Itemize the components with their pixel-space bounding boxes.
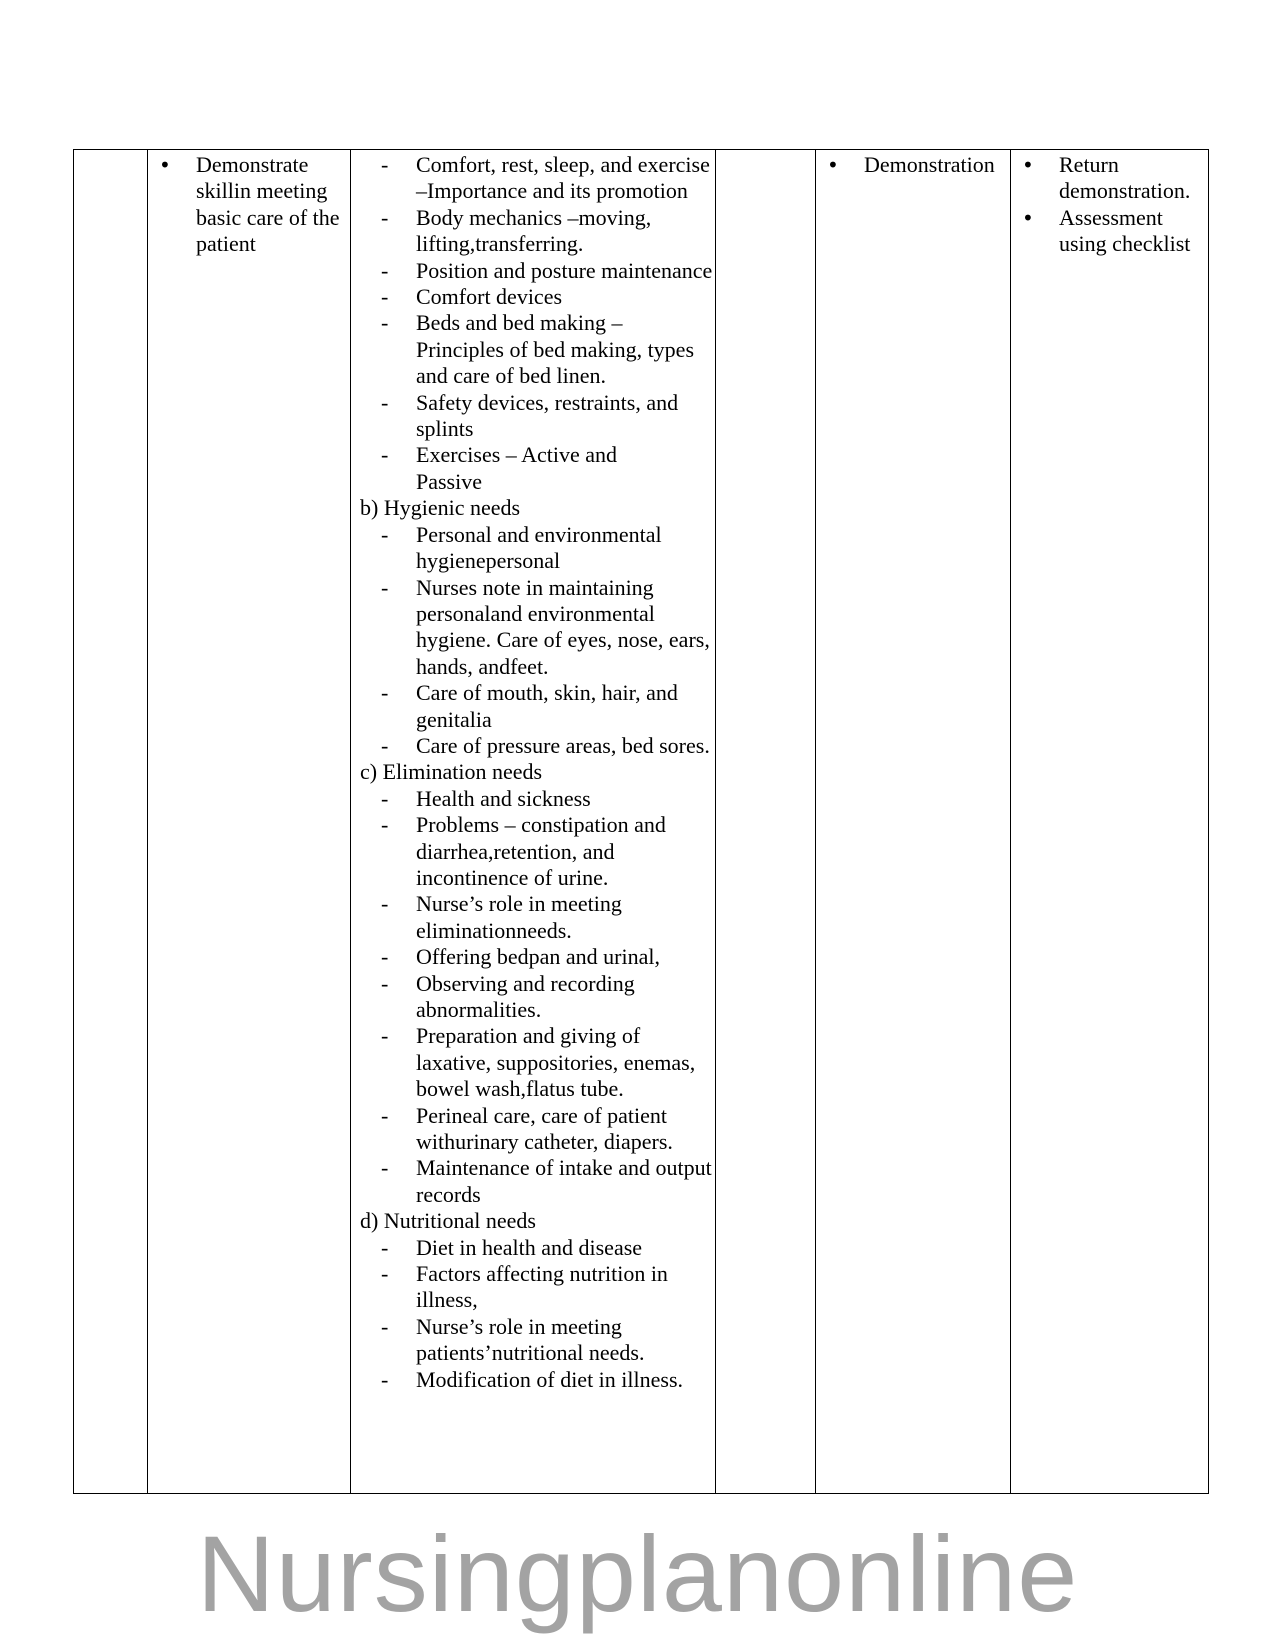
evaluation-cell: [1011, 152, 1207, 258]
content-item: - Comfort devices: [351, 284, 715, 310]
content-item: - Preparation and giving of laxative, suppositories, enemas, bowel wash,flatus tube.: [351, 1023, 715, 1102]
content-item: - Maintenance of intake and output records: [351, 1155, 715, 1208]
content-item: - Position and posture maintenance: [351, 258, 715, 284]
content-item: - Nurse’s role in meeting eliminationneeds.: [351, 891, 715, 944]
content-item: - Modification of diet in illness.: [351, 1367, 715, 1393]
content-item: - Care of pressure areas, bed sores.: [351, 733, 715, 759]
objective-item: • Demonstrate skillin meeting basic care of the patient: [148, 152, 350, 258]
content-item: - Perineal care, care of patient withurinary catheter, diapers.: [351, 1103, 715, 1156]
content-item: - Body mechanics –moving, lifting,transferring.: [351, 205, 715, 258]
method-item: • Demonstration: [816, 152, 1010, 178]
content-item: - Observing and recording abnormalities.: [351, 971, 715, 1024]
content-item: - Problems – constipation and diarrhea,retention, and incontinence of urine.: [351, 812, 715, 891]
column-divider: [1010, 150, 1011, 1493]
content-item: - Nurses note in maintaining personaland environmental hygiene. Care of eyes, nose, ears, hands, andfeet.: [351, 575, 715, 681]
syllabus-table: [73, 149, 1209, 1494]
content-item: - Exercises – Active and Passive: [351, 442, 715, 495]
content-item: - Comfort, rest, sleep, and exercise –Importance and its promotion: [351, 152, 715, 205]
section-heading-elimination: c) Elimination needs: [360, 759, 543, 785]
content-item: - Safety devices, restraints, and splints: [351, 390, 715, 443]
evaluation-item: • Return demonstration.: [1011, 152, 1207, 205]
content-item: - Nurse’s role in meeting patients’nutritional needs.: [351, 1314, 715, 1367]
content-item: - Factors affecting nutrition in illness,: [351, 1261, 715, 1314]
section-heading-nutritional: d) Nutritional needs: [360, 1208, 536, 1234]
watermark: Nursingplanonline: [196, 1513, 1079, 1634]
column-divider: [815, 150, 816, 1493]
teaching-methods-cell: [816, 152, 1010, 178]
content-item: - Diet in health and disease: [351, 1235, 715, 1261]
content-item: - Care of mouth, skin, hair, and genitalia: [351, 680, 715, 733]
content-item: - Personal and environmental hygienepersonal: [351, 522, 715, 575]
objectives-cell: [148, 152, 350, 258]
content-cell: [351, 152, 715, 1393]
column-divider: [147, 150, 148, 1493]
evaluation-item: • Assessment using checklist: [1011, 205, 1207, 258]
column-divider: [715, 150, 716, 1493]
content-item: - Beds and bed making – Principles of bed making, types and care of bed linen.: [351, 310, 715, 389]
section-heading-hygienic: b) Hygienic needs: [360, 495, 521, 521]
content-item: - Health and sickness: [351, 786, 715, 812]
content-item: - Offering bedpan and urinal,: [351, 944, 715, 970]
